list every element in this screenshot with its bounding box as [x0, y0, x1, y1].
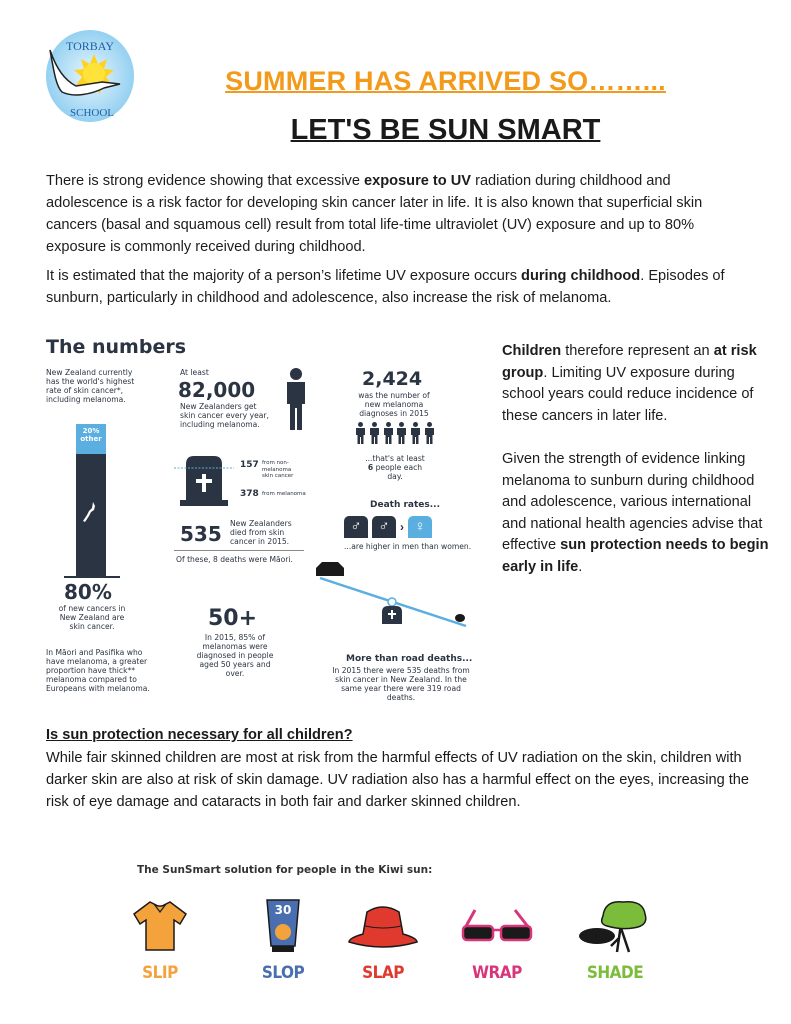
death-rates-title: Death rates...: [370, 500, 441, 510]
greater-than-icon: ›: [400, 520, 404, 534]
person-icon: [383, 422, 394, 444]
bold-text: exposure to UV: [363, 173, 472, 189]
section-body: While fair skinned children are most at risk from the harmful effects of UV radiation on the skin, children with darker skin are also at risk of skin damage. UV radiation also has a harmful effect on the eyes, increasing the risk of eye damage and cataracts in both fair and darker skinned children.: [46, 750, 750, 810]
text: It is estimated that the majority of a person’s lifetime UV exposure occurs: [46, 268, 522, 284]
page-subtitle: LET'S BE SUN SMART: [290, 114, 601, 146]
skin-cancer-bar: [76, 424, 106, 576]
intro-paragraph-1: [46, 170, 751, 258]
bar-other-label: other: [80, 435, 102, 443]
bold-text: at risk group: [502, 343, 757, 381]
sunsmart-item-slip: [115, 898, 205, 983]
text: radiation during childhood and adolescence is a risk factor for developing skin cancer later in life. It is also known that superficial skin cancers (basal and squamous cell) result from total life-time ultraviolet (UV) exposure and up to 80% exposure is commonly received during childhood.: [46, 173, 703, 255]
bar-other-segment: [76, 424, 106, 454]
divider: [174, 550, 304, 551]
sunglasses-icon: [459, 898, 535, 954]
bar-skin-segment: [76, 454, 106, 576]
text: .: [578, 558, 583, 575]
sunsmart-title: The SunSmart solution for people in the Kiwi sun:: [137, 864, 433, 876]
shade-label: SHADE: [586, 963, 644, 983]
pct-80: 80%: [64, 580, 112, 604]
numbers-infographic: [44, 336, 484, 706]
sunscreen-icon: [263, 898, 303, 954]
death-rates-icons: [344, 516, 432, 538]
section-heading: Is sun protection necessary for all children?: [46, 727, 353, 743]
nz-map-icon: [83, 502, 99, 524]
stat-157-desc: from non-melanoma skin cancer: [262, 460, 294, 479]
nz-rate-text: New Zealand currently has the world's highest rate of skin cancer*, including melanoma.: [46, 368, 135, 404]
person-icon: [410, 422, 421, 444]
shirt-icon: [130, 898, 190, 954]
person-icon: [355, 422, 366, 444]
road-deaths-title: More than road deaths...: [346, 654, 473, 664]
people-row: [355, 422, 435, 444]
stat-2424-desc: was the number of new melanoma diagnoses in 2015: [358, 391, 430, 418]
at-least-label: At least: [180, 368, 209, 377]
road-deaths-desc: In 2015 there were 535 deaths from skin cancer in New Zealand. In the same year there were 319 road deaths.: [332, 666, 470, 702]
bold-text: Children: [502, 343, 562, 359]
sunsmart-item-wrap: [452, 898, 542, 983]
person-icon: [424, 422, 435, 444]
bold-text: sun protection needs to begin early in life: [502, 537, 769, 575]
stat-535-desc: New Zealanders died from skin cancer in 2015.: [230, 519, 292, 546]
logo-bottom-text: SCHOOL: [69, 107, 115, 119]
seesaw-illustration: [314, 560, 474, 636]
slip-label: SLIP: [142, 963, 178, 983]
bar-other-pct: 20%: [82, 427, 100, 435]
slop-label: SLOP: [261, 963, 305, 983]
text: . Limiting UV exposure during school years could reduce incidence of these cancers in later life.: [502, 364, 754, 424]
tombstone-icon: [174, 454, 234, 508]
intro-paragraph-2: [46, 265, 751, 309]
stat-82000: 82,000: [178, 378, 256, 402]
spf-value: 30: [274, 903, 292, 917]
infographic-heading: The numbers: [46, 336, 187, 358]
right-paragraph-1: [502, 341, 772, 427]
stat-535: 535: [180, 522, 222, 546]
sunsmart-item-shade: [570, 898, 660, 983]
text: . Episodes of sunburn, particularly in childhood and adolescence, also increase the risk of melanoma.: [46, 268, 725, 306]
stat-2424: 2,424: [362, 368, 423, 390]
sunsmart-item-slop: [238, 898, 328, 983]
page-title: SUMMER HAS ARRIVED SO……...: [225, 66, 666, 96]
male-icon: ♂: [344, 516, 368, 538]
car-icon: [316, 562, 344, 576]
maori-deaths-text: Of these, 8 deaths were Māori.: [176, 555, 293, 564]
person-icon: [369, 422, 380, 444]
right-paragraph-2: [502, 449, 772, 579]
pct-80-desc: of new cancers in New Zealand are skin cancer.: [58, 604, 126, 631]
tree-icon: [577, 898, 653, 954]
hat-icon: [345, 898, 421, 954]
stat-378-desc: from melanoma: [262, 491, 306, 497]
stat-157: 157: [240, 460, 259, 470]
person-icon: [396, 422, 407, 444]
maori-melanoma-text: In Māori and Pasifika who have melanoma, a greater proportion have thick** melanoma compared to Europeans with melanoma.: [46, 648, 150, 693]
text: Given the strength of evidence linking melanoma to sunburn during childhood and adolescence, various international and national health agencies advise that effective: [502, 450, 763, 554]
per-day-text: ...that's at least 6 people each day.: [365, 454, 425, 481]
stat-50-desc: In 2015, 85% of melanomas were diagnosed in people aged 50 years and over.: [196, 633, 274, 678]
rock-icon: [455, 614, 465, 622]
text: therefore represent an: [561, 343, 714, 359]
stat-82000-desc: New Zealanders get skin cancer every year, including melanoma.: [180, 402, 269, 429]
text: There is strong evidence showing that excessive: [46, 173, 364, 189]
logo-top-text: TORBAY: [65, 39, 115, 53]
male-icon: ♂: [372, 516, 396, 538]
right-column: [502, 341, 772, 579]
wrap-label: WRAP: [472, 963, 522, 983]
person-icon: [284, 368, 308, 430]
sunsmart-item-slap: [338, 898, 428, 983]
bar-baseline: [64, 576, 120, 578]
death-rates-desc: ...are higher in men than women.: [344, 542, 472, 551]
slap-label: SLAP: [362, 963, 404, 983]
female-icon: ♀: [408, 516, 432, 538]
bold-text: during childhood: [521, 268, 641, 284]
stat-50-plus: 50+: [208, 606, 258, 631]
stat-378: 378: [240, 489, 259, 499]
